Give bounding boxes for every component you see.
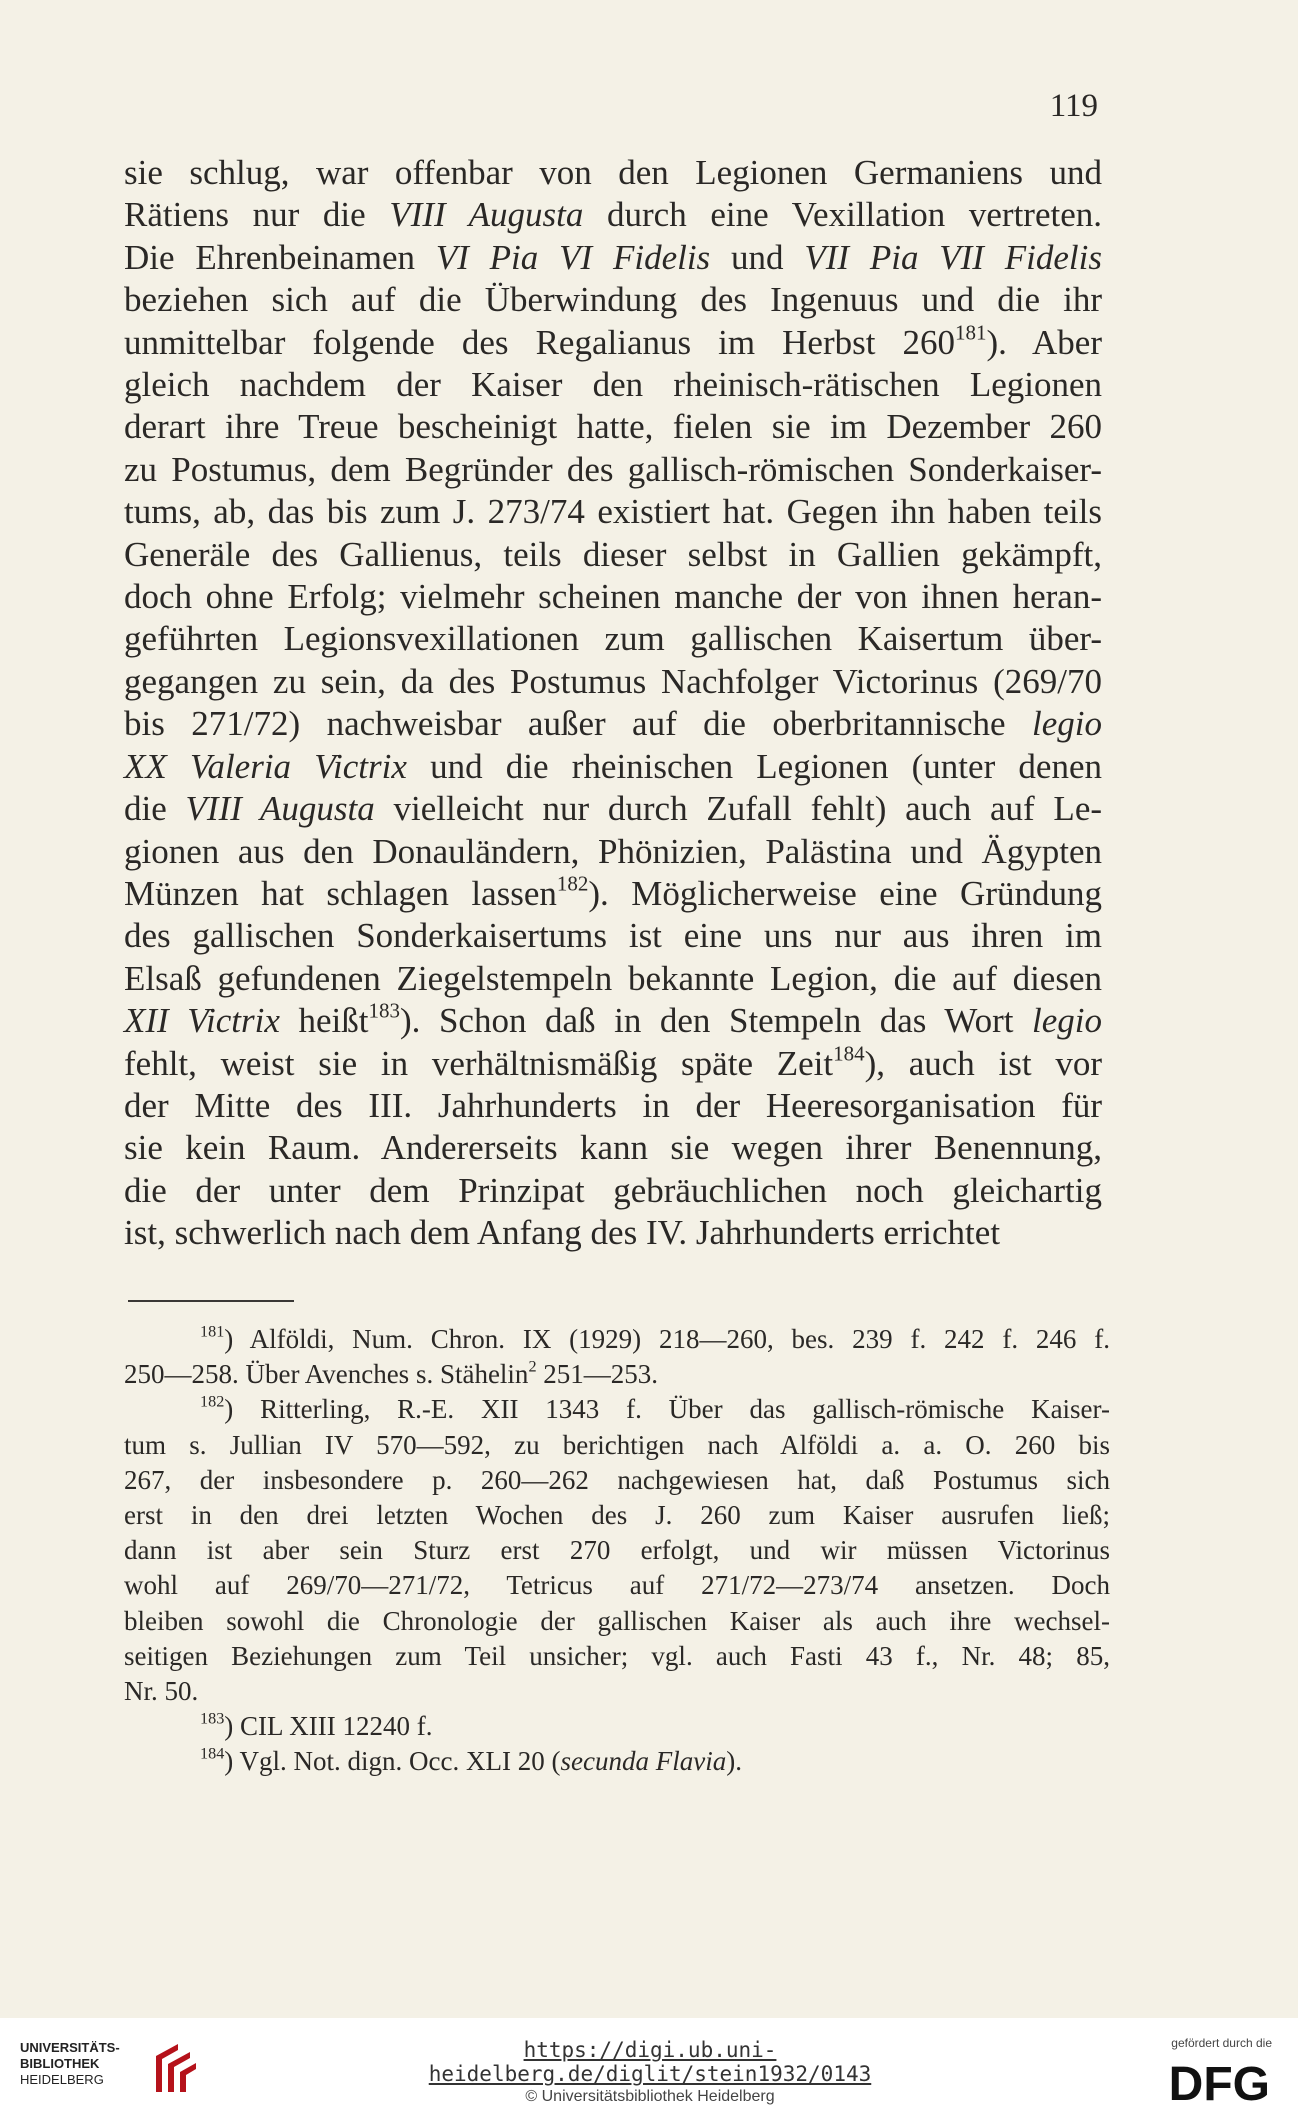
text-line: XII Victrix heißt$^{183}$). Schon daß in den Stempeln das Wort legio xyxy=(124,998,1103,1041)
footnotes xyxy=(124,1322,1110,1780)
text-line: Rätiens nur die VIII Augusta durch eine Vexillation vertreten. xyxy=(124,195,1102,235)
footnote-line: dann ist aber sein Sturz erst 270 erfolgt, und wir müssen Victorinus xyxy=(124,1535,1110,1566)
footnote-line: Nr. 50. xyxy=(124,1676,199,1707)
text-line: die VIII Augusta vielleicht nur durch Zufall fehlt) auch auf Le- xyxy=(124,789,1103,829)
text-line: doch ohne Erfolg; vielmehr scheinen manche der von ihnen heran- xyxy=(124,577,1102,617)
text-line: bis 271/72) nachweisbar außer auf die oberbritannische legio xyxy=(124,704,1102,744)
footnote-line: 250—258. Über Avenches s. Stähelin$^2$ 251—253. xyxy=(124,1357,659,1390)
footnote-line: $^{183}$) CIL XIII 12240 f. xyxy=(200,1709,433,1742)
footnote-line: tum s. Jullian IV 570—592, zu berichtigen nach Alföldi a. a. O. 260 bis xyxy=(124,1429,1110,1460)
text-line: fehlt, weist sie in verhältnismäßig späte Zeit$^{184}$), auch ist vor xyxy=(124,1040,1102,1083)
text-line: Generäle des Gallienus, teils dieser selbst in Gallien gekämpft, xyxy=(124,534,1102,574)
text-line: die der unter dem Prinzipat gebräuchlichen noch gleichartig xyxy=(124,1170,1102,1210)
text-line: Die Ehrenbeinamen VI Pia VI Fidelis und VII Pia VII Fidelis xyxy=(124,237,1102,277)
footnote-line: $^{182}$) Ritterling, R.-E. XII 1343 f. Über das gallisch-römische Kaiser- xyxy=(200,1393,1110,1425)
library-line-1: UNIVERSITÄTS- xyxy=(20,2040,120,2055)
library-line-3: HEIDELBERG xyxy=(20,2072,104,2087)
footnote-line: seitigen Beziehungen zum Teil unsicher; vgl. auch Fasti 43 f., Nr. 48; 85, xyxy=(124,1640,1110,1671)
library-line-2: BIBLIOTHEK xyxy=(20,2056,100,2071)
dfg-label: DFG xyxy=(1168,2058,1270,2106)
footnote-line: wohl auf 269/70—271/72, Tetricus auf 271/72—273/74 ansetzen. Doch xyxy=(124,1570,1110,1601)
text-line: sie schlug, war offenbar von den Legionen Germaniens und xyxy=(124,153,1102,192)
footer-copyright: © Universitätsbibliothek Heidelberg xyxy=(525,2088,775,2105)
footnote-line: $^{184}$) Vgl. Not. dign. Occ. XLI 20 (secunda Flavia). xyxy=(200,1745,742,1777)
dfg-mark-icon xyxy=(1140,2056,1272,2106)
text-line: tums, ab, das bis zum J. 273/74 existiert hat. Gegen ihn haben teils xyxy=(124,492,1102,532)
dfg-caption: gefördert durch die xyxy=(1171,2036,1272,2050)
text-line: sie kein Raum. Andererseits kann sie wegen ihrer Benennung, xyxy=(124,1128,1102,1168)
text-line: gionen aus den Donauländern, Phönizien, Palästina und Ägypten xyxy=(124,831,1102,871)
dfg-logo[interactable] xyxy=(1136,2036,1272,2112)
footer-url-link[interactable]: https://digi.ub.uni-heidelberg.de/diglit/stein1932/0143 xyxy=(428,2038,872,2086)
text-line: des gallischen Sonderkaisertums ist eine uns nur aus ihren im xyxy=(124,916,1102,956)
text-line: Elsaß gefundenen Ziegelstempeln bekannte Legion, die auf diesen xyxy=(124,958,1102,998)
text-line: geführten Legionsvexillationen zum gallischen Kaisertum über- xyxy=(124,619,1102,659)
text-line: XX Valeria Victrix und die rheinischen Legionen (unter denen xyxy=(124,746,1102,786)
text-line: gegangen zu sein, da des Postumus Nachfolger Victorinus (269/70 xyxy=(124,661,1102,701)
library-logo[interactable] xyxy=(20,2040,200,2100)
text-line: der Mitte des III. Jahrhunderts in der Heeresorganisation für xyxy=(124,1085,1102,1125)
text-line: zu Postumus, dem Begründer des gallisch-römischen Sonderkaiser- xyxy=(124,449,1102,489)
text-line: derart ihre Treue bescheinigt hatte, fielen sie im Dezember 260 xyxy=(124,407,1102,447)
text-line: unmittelbar folgende des Regalianus im Herbst $260^{181}$). Aber xyxy=(124,319,1102,362)
footnote-line: 267, der insbesondere p. 260—262 nachgewiesen hat, daß Postumus sich xyxy=(124,1464,1110,1495)
footnote-line: erst in den drei letzten Wochen des J. 260 zum Kaiser ausrufen ließ; xyxy=(124,1500,1110,1531)
text-line: ist, schwerlich nach dem Anfang des IV. Jahrhunderts errichtet xyxy=(124,1213,1001,1253)
text-line: Münzen hat schlagen lassen$^{182}$). Möglicherweise eine Gründung xyxy=(124,871,1102,913)
text-line: gleich nachdem der Kaiser den rheinisch-rätischen Legionen xyxy=(124,365,1102,405)
footnote-line: $^{181}$) Alföldi, Num. Chron. IX (1929) 218—260, bes. 239 f. 242 f. 246 f. xyxy=(200,1322,1110,1354)
footnote-line: bleiben sowohl die Chronologie der gallischen Kaiser als auch ihre wechsel- xyxy=(124,1605,1110,1636)
text-line: beziehen sich auf die Überwindung des Ingenuus und die ihr xyxy=(124,280,1102,320)
footnote-rule xyxy=(128,1300,294,1302)
page-number: 119 xyxy=(1049,88,1098,124)
main-text xyxy=(124,152,1102,1255)
footer-bar xyxy=(0,2018,1298,2121)
library-mark-icon xyxy=(150,2040,200,2098)
